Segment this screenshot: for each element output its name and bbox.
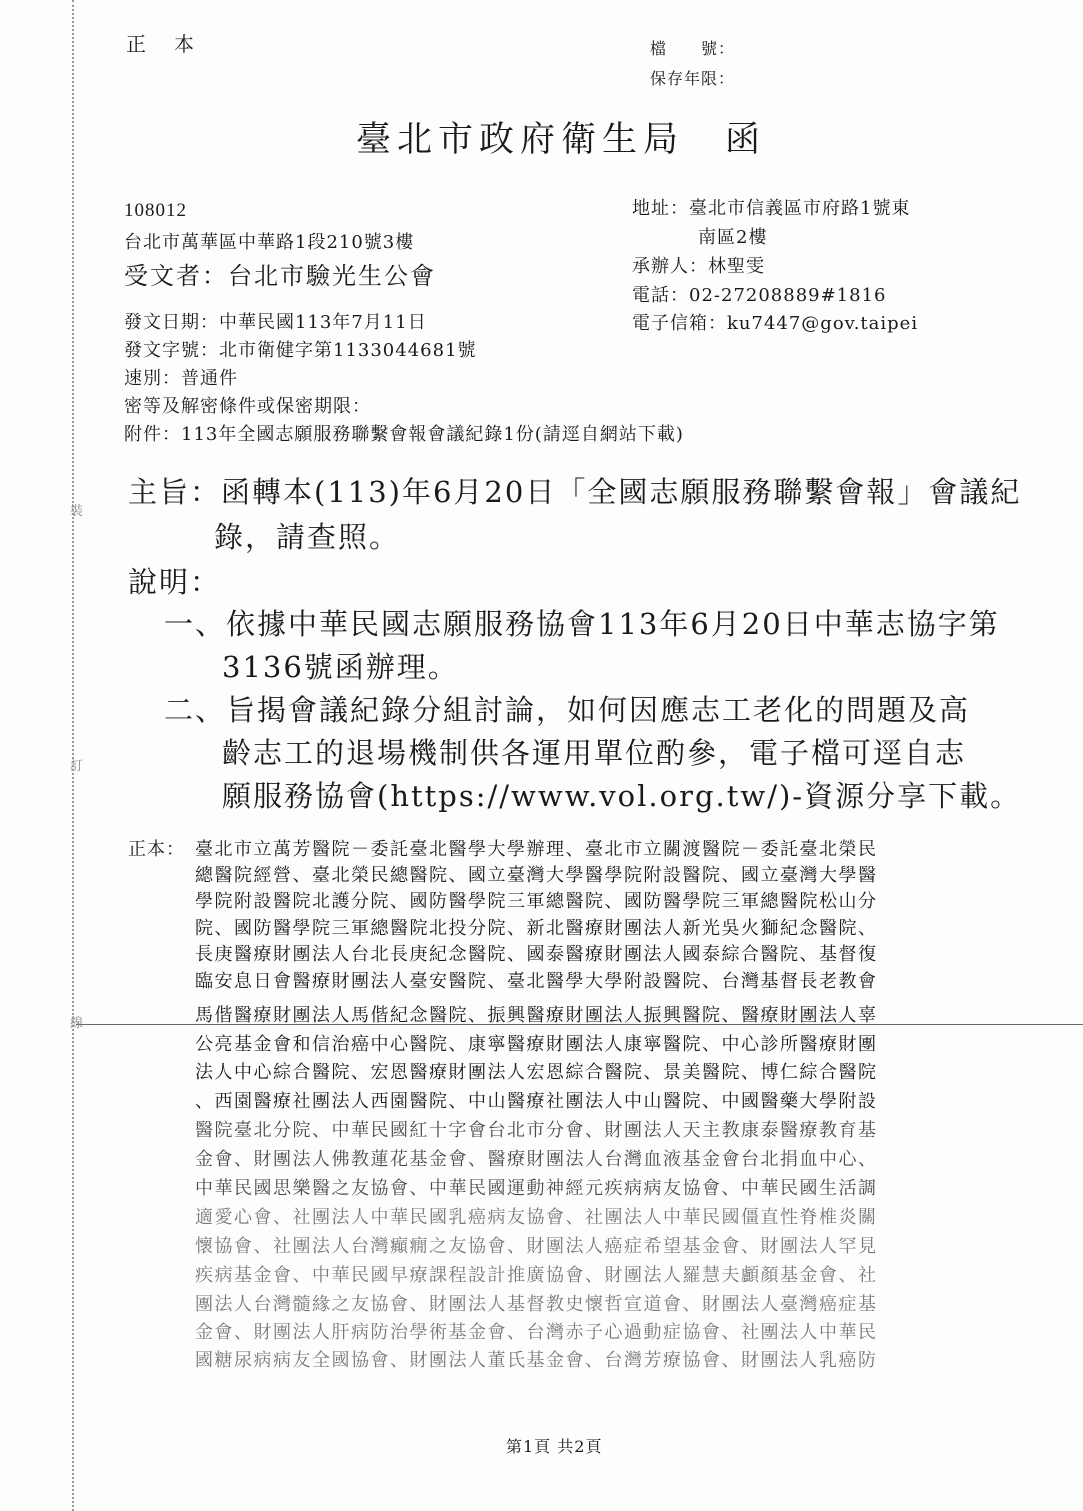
cc-line: 中華民國思樂醫之友協會、中華民國運動神經元疾病病友協會、中華民國生活調 — [195, 1178, 878, 1199]
retention-label: 保存年限： — [650, 69, 736, 88]
cc-label: 正本： — [128, 839, 185, 860]
document-title: 臺北市政府衛生局 函 — [356, 120, 767, 160]
cc-line: 適愛心會、社團法人中華民國乳癌病友協會、社團法人中華民國僵直性脊椎炎關 — [195, 1207, 878, 1228]
cc-line: 臨安息日會醫療財團法人臺安醫院、臺北醫學大學附設醫院、台灣基督長老教會 — [195, 971, 878, 992]
sender-address: 地址：臺北市信義區市府路1號東 — [632, 198, 911, 219]
recipient-name: 受文者：台北市驗光生公會 — [124, 262, 436, 290]
binding-mark-top: 裝 — [70, 504, 84, 519]
sender-address-cont: 南區2樓 — [698, 227, 768, 248]
explanation-item-2-line-2: 齡志工的退場機制供各運用單位酌參，電子檔可逕自志 — [222, 736, 967, 770]
cc-line: 總醫院經營、臺北榮民總醫院、國立臺灣大學醫學院附設醫院、國立臺灣大學醫 — [195, 865, 878, 886]
explanation-label: 說明： — [128, 565, 222, 599]
recipient-address: 台北市萬華區中華路1段210號3樓 — [124, 232, 415, 253]
cc-line: 團法人台灣髓緣之友協會、財團法人基督教史懷哲宣道會、財團法人臺灣癌症基 — [195, 1294, 878, 1315]
cc-line: 臺北市立萬芳醫院－委託臺北醫學大學辦理、臺北市立關渡醫院－委託臺北榮民 — [195, 839, 878, 860]
copy-mark: 正 本 — [126, 32, 198, 56]
cc-line: 懷協會、社團法人台灣癲癇之友協會、財團法人癌症希望基金會、財團法人罕見 — [195, 1236, 878, 1257]
cc-line: 學院附設醫院北護分院、國防醫學院三軍總醫院、國防醫學院三軍總醫院松山分 — [195, 891, 878, 912]
page-number: 第1頁 共2頁 — [506, 1437, 603, 1456]
cc-line: 法人中心綜合醫院、宏恩醫療財團法人宏恩綜合醫院、景美醫院、博仁綜合醫院 — [195, 1062, 878, 1083]
postal-code: 108012 — [124, 200, 187, 221]
attachment: 附件：113年全國志願服務聯繫會報會議紀錄1份(請逕自網站下載) — [124, 424, 684, 445]
cc-line: 公亮基金會和信治癌中心醫院、康寧醫療財團法人康寧醫院、中心診所醫療財團 — [195, 1034, 878, 1055]
binding-mark-middle: 訂 — [70, 759, 84, 774]
cc-line: 國糖尿病病友全國協會、財團法人董氏基金會、台灣芳療協會、財團法人乳癌防 — [195, 1350, 878, 1371]
issue-date: 發文日期：中華民國113年7月11日 — [124, 312, 427, 333]
subject-line-1: 主旨：函轉本(113)年6月20日「全國志願服務聯繫會報」會議紀 — [128, 475, 1022, 509]
explanation-item-1-line-1: 一、依據中華民國志願服務協會113年6月20日中華志協字第 — [164, 607, 1000, 641]
binding-mark-bottom: 線 — [70, 1016, 84, 1031]
secrecy: 密等及解密條件或保密期限： — [124, 396, 371, 417]
explanation-item-2-line-1: 二、旨揭會議紀錄分組討論，如何因應志工老化的問題及高 — [164, 693, 971, 727]
file-no-label: 檔 號： — [650, 39, 736, 58]
phone: 電話：02-27208889#1816 — [632, 285, 887, 306]
cc-line: 醫院臺北分院、中華民國紅十字會台北市分會、財團法人天主教康泰醫療教育基 — [195, 1120, 878, 1141]
cc-line: 、西園醫療社團法人西園醫院、中山醫療社團法人中山醫院、中國醫藥大學附設 — [195, 1091, 878, 1112]
subject-line-2: 錄，請查照。 — [214, 520, 401, 554]
cc-line: 金會、財團法人肝病防治學術基金會、台灣赤子心過動症協會、社團法人中華民 — [195, 1322, 878, 1343]
doc-number: 發文字號：北市衛健字第1133044681號 — [124, 340, 477, 361]
speed: 速別：普通件 — [124, 368, 238, 389]
cc-line: 馬偕醫療財團法人馬偕紀念醫院、振興醫療財團法人振興醫院、醫療財團法人辜 — [195, 1005, 878, 1026]
cc-line: 院、國防醫學院三軍總醫院北投分院、新北醫療財團法人新光吳火獅紀念醫院、 — [195, 918, 878, 939]
explanation-item-2-line-3: 願服務協會(https://www.vol.org.tw/)-資源分享下載。 — [222, 779, 1022, 813]
handler: 承辦人：林聖雯 — [632, 256, 765, 277]
cc-line: 長庚醫療財團法人台北長庚紀念醫院、國泰醫療財團法人國泰綜合醫院、基督復 — [195, 944, 878, 965]
email: 電子信箱：ku7447@gov.taipei — [632, 313, 919, 334]
cc-line: 疾病基金會、中華民國早療課程設計推廣協會、財團法人羅慧夫顱顏基金會、社 — [195, 1265, 878, 1286]
explanation-item-1-line-2: 3136號函辦理。 — [222, 650, 459, 684]
cc-line: 金會、財團法人佛教蓮花基金會、醫療財團法人台灣血液基金會台北捐血中心、 — [195, 1149, 878, 1170]
